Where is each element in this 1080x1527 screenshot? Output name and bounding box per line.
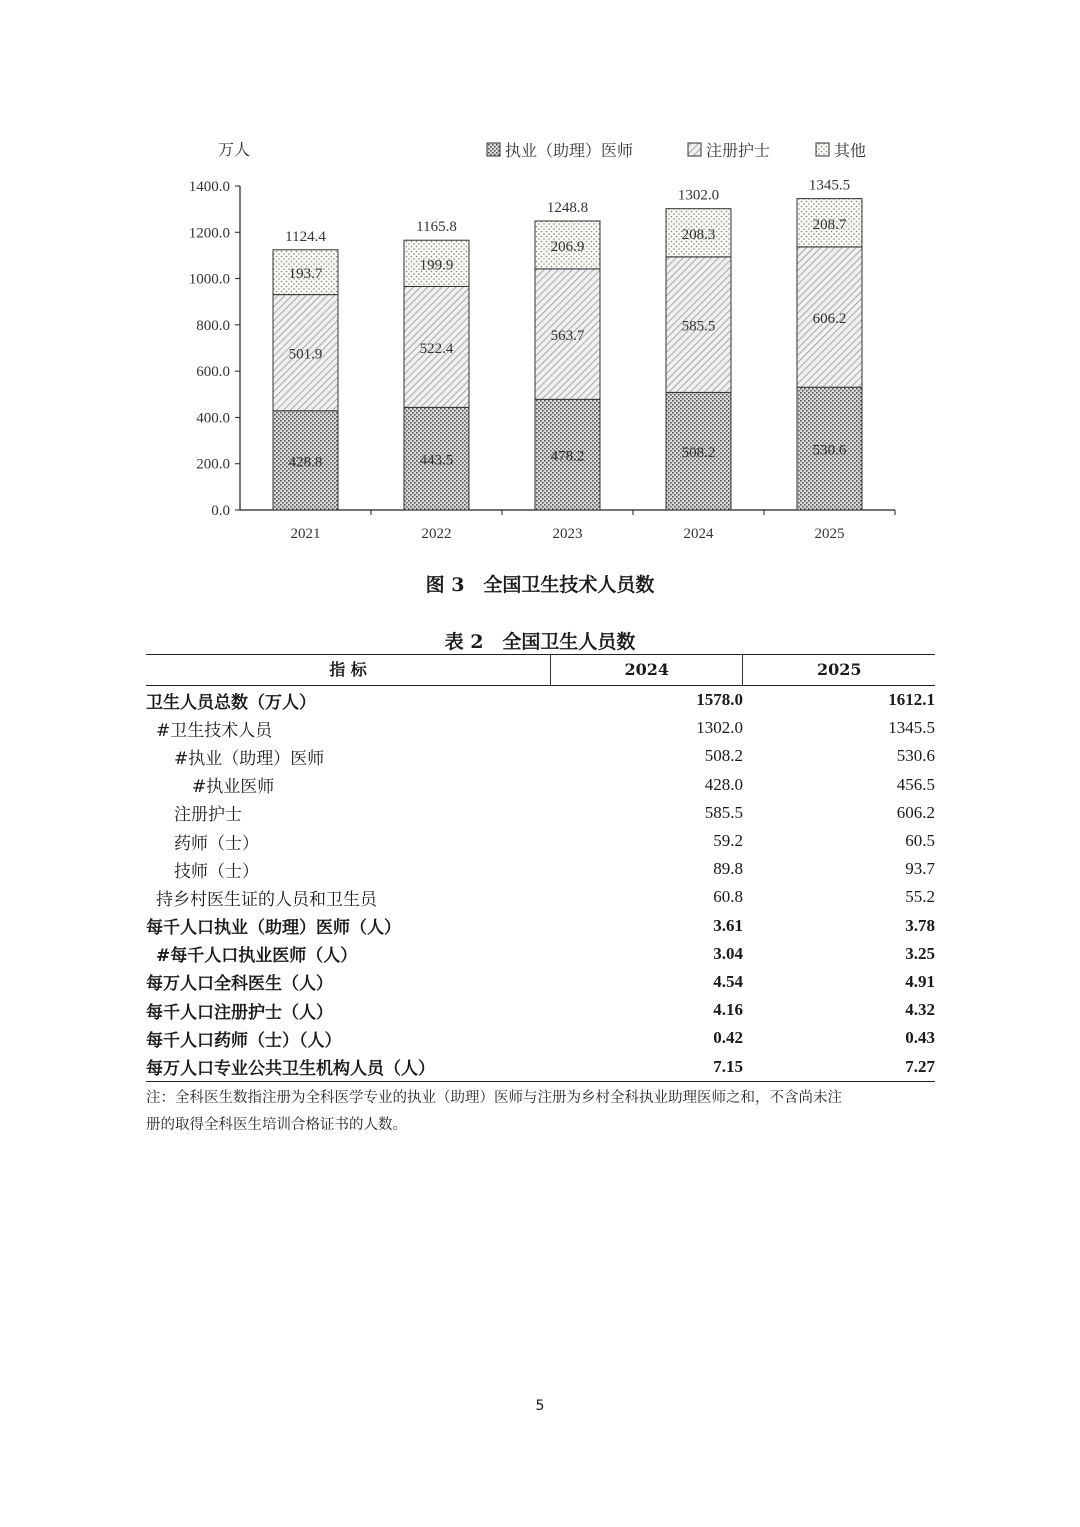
row-value-2024: 3.04 [713,943,743,963]
legend-label: 其他 [834,143,867,160]
row-label: 技师（士） [174,861,259,882]
row-value-2024: 89.8 [713,859,743,879]
table-body [146,686,935,1082]
row-value-2024: 4.54 [713,971,743,991]
stacked-bar-chart [0,0,1080,560]
row-value-2024: 4.16 [713,1000,743,1020]
y-tick-label: 1400.0 [188,179,230,195]
row-value-2025: 530.6 [896,746,935,766]
bar-value-label: 508.2 [681,445,716,462]
bar-value-label: 206.9 [550,238,585,255]
bar-total-label: 1165.8 [416,219,457,236]
row-value-2025: 606.2 [896,802,935,822]
row-label: 药师（士） [174,833,259,854]
legend-swatch [816,143,829,156]
y-tick-label: 1000.0 [188,271,230,288]
row-value-2024: 59.2 [713,831,743,851]
y-tick-label: 800.0 [196,317,230,334]
row-value-2025: 1612.1 [888,690,935,710]
table-row [146,855,935,883]
note-line-2: 册的取得全科医生培训合格证书的人数。 [146,1117,407,1133]
bar-value-label: 585.5 [681,318,716,335]
bar-value-label: 501.9 [288,346,323,363]
page-number: 5 [535,1398,545,1414]
row-label: #卫生技术人员 [156,720,273,741]
legend-swatch [487,143,500,156]
row-label: 持乡村医生证的人员和卫生员 [156,889,377,910]
bar-value-label: 522.4 [419,340,454,357]
bar-value-label: 208.3 [681,226,716,243]
row-value-2024: 60.8 [713,887,743,907]
y-tick-label: 0.0 [211,503,230,519]
row-value-2024: 1578.0 [696,690,743,710]
row-value-2024: 7.15 [713,1056,743,1076]
table-row [146,940,935,968]
x-tick-label: 2022 [421,526,452,542]
row-label: #执业（助理）医师 [174,748,325,769]
table-row [146,771,935,799]
row-value-2025: 93.7 [905,859,935,879]
row-value-2024: 1302.0 [696,718,743,738]
bar-value-label: 606.2 [812,311,847,328]
table-row [146,1024,935,1052]
bar-value-label: 530.6 [812,442,847,459]
row-value-2025: 1345.5 [888,718,935,738]
row-value-2025: 60.5 [905,831,935,851]
y-tick-label: 600.0 [196,364,230,381]
bar-total-label: 1345.5 [808,177,851,194]
bar-value-label: 208.7 [812,216,847,233]
row-value-2025: 55.2 [905,887,935,907]
row-value-2024: 3.61 [713,915,743,935]
table-row [146,742,935,770]
table-row [146,1052,935,1080]
header-indicator: 指 标 [146,655,551,685]
row-label: 每万人口全科医生（人） [146,974,333,995]
bar-value-label: 193.7 [288,266,323,283]
y-unit-label: 万人 [218,142,251,159]
legend-swatch [688,143,701,156]
row-value-2025: 456.5 [896,774,935,794]
x-tick-label: 2021 [290,526,321,542]
row-value-2025: 0.43 [905,1028,935,1048]
legend-label: 执业（助理）医师 [505,143,634,160]
figure-caption: 图 3 全国卫生技术人员数 [425,574,655,596]
table-note [146,1085,936,1139]
row-value-2024: 428.0 [704,774,743,794]
row-label: #执业医师 [192,777,275,798]
row-value-2025: 4.32 [905,1000,935,1020]
bar-total-label: 1302.0 [677,187,720,204]
x-tick-label: 2025 [814,526,845,542]
table-row [146,912,935,940]
x-tick-label: 2024 [683,526,714,542]
header-2024: 2024 [551,655,744,685]
bar-total-label: 1124.4 [285,228,326,245]
table-caption: 表 2 全国卫生人员数 [444,631,636,653]
row-value-2024: 0.42 [713,1028,743,1048]
y-tick-label: 400.0 [196,410,230,427]
row-value-2024: 585.5 [704,802,743,822]
legend-label: 注册护士 [706,143,771,160]
row-value-2024: 508.2 [704,746,743,766]
row-label: 每千人口药师（士）（人） [146,1030,342,1051]
row-value-2025: 3.78 [905,915,935,935]
note-line-1: 注：全科医生数指注册为全科医学专业的执业（助理）医师与注册为乡村全科执业助理医师之和，不含尚未注 [146,1090,842,1106]
table-row [146,996,935,1024]
table-row [146,883,935,911]
row-label: 注册护士 [174,805,242,826]
bar-value-label: 199.9 [419,257,454,274]
table-header-row [146,654,935,686]
personnel-table [146,654,935,1082]
bar-total-label: 1248.8 [546,199,589,216]
table-row [146,714,935,742]
row-value-2025: 3.25 [905,943,935,963]
table-row [146,799,935,827]
table-row [146,827,935,855]
bar-value-label: 478.2 [550,448,585,465]
row-label: 每万人口专业公共卫生机构人员（人） [146,1059,435,1080]
table-row [146,686,935,714]
y-tick-label: 1200.0 [188,225,230,242]
row-label: 卫生人员总数（万人） [146,692,316,713]
row-value-2025: 4.91 [905,971,935,991]
bar-value-label: 443.5 [419,452,454,469]
row-value-2025: 7.27 [905,1056,935,1076]
x-tick-label: 2023 [552,526,583,542]
bar-value-label: 563.7 [550,328,585,345]
row-label: 每千人口注册护士（人） [146,1002,333,1023]
y-tick-label: 200.0 [196,456,230,473]
header-2025: 2025 [816,660,862,679]
bar-value-label: 428.8 [288,454,323,471]
table-row [146,968,935,996]
row-label: #每千人口执业医师（人） [156,946,358,967]
row-label: 每千人口执业（助理）医师（人） [146,918,401,939]
